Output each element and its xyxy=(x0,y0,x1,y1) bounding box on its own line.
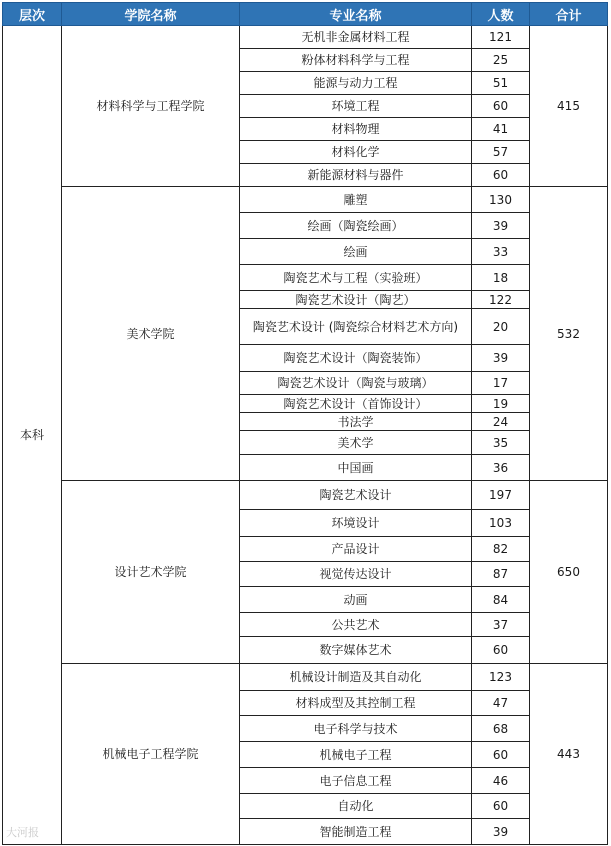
major-name-cell: 雕塑 xyxy=(240,187,472,213)
enrollment-count-cell: 25 xyxy=(472,49,530,72)
header-college: 学院名称 xyxy=(62,3,240,26)
table-row xyxy=(3,481,608,510)
enrollment-count-cell: 51 xyxy=(472,72,530,95)
enrollment-count-cell: 39 xyxy=(472,213,530,239)
table-row xyxy=(3,187,608,213)
college-name-cell: 机械电子工程学院 xyxy=(62,664,240,845)
major-name-cell: 动画 xyxy=(240,587,472,613)
enrollment-count-cell: 87 xyxy=(472,562,530,587)
header-total: 合计 xyxy=(530,3,608,26)
enrollment-count-cell: 24 xyxy=(472,413,530,431)
enrollment-count-cell: 39 xyxy=(472,819,530,845)
enrollment-count-cell: 60 xyxy=(472,742,530,768)
major-name-cell: 视觉传达设计 xyxy=(240,562,472,587)
major-name-cell: 中国画 xyxy=(240,455,472,481)
major-name-cell: 书法学 xyxy=(240,413,472,431)
enrollment-count-cell: 46 xyxy=(472,768,530,794)
enrollment-count-cell: 19 xyxy=(472,395,530,413)
major-name-cell: 美术学 xyxy=(240,431,472,455)
major-name-cell: 机械电子工程 xyxy=(240,742,472,768)
table-header-row xyxy=(3,3,608,26)
watermark: 大河报 xyxy=(6,826,39,839)
major-name-cell: 绘画（陶瓷绘画） xyxy=(240,213,472,239)
major-name-cell: 陶瓷艺术设计（陶艺） xyxy=(240,291,472,309)
major-name-cell: 数字媒体艺术 xyxy=(240,637,472,664)
header-major: 专业名称 xyxy=(240,3,472,26)
major-name-cell: 智能制造工程 xyxy=(240,819,472,845)
table-row xyxy=(3,664,608,691)
major-name-cell: 材料物理 xyxy=(240,118,472,141)
college-total-cell: 532 xyxy=(530,187,608,481)
major-name-cell: 电子信息工程 xyxy=(240,768,472,794)
table-row xyxy=(3,26,608,49)
college-name-cell: 材料科学与工程学院 xyxy=(62,26,240,187)
enrollment-count-cell: 37 xyxy=(472,613,530,637)
major-name-cell: 绘画 xyxy=(240,239,472,265)
enrollment-count-cell: 20 xyxy=(472,309,530,345)
major-name-cell: 材料成型及其控制工程 xyxy=(240,691,472,716)
enrollment-count-cell: 130 xyxy=(472,187,530,213)
enrollment-count-cell: 68 xyxy=(472,716,530,742)
table-body xyxy=(3,26,608,845)
enrollment-count-cell: 35 xyxy=(472,431,530,455)
major-name-cell: 电子科学与技术 xyxy=(240,716,472,742)
major-name-cell: 陶瓷艺术设计 xyxy=(240,481,472,510)
major-name-cell: 公共艺术 xyxy=(240,613,472,637)
enrollment-count-cell: 17 xyxy=(472,372,530,395)
college-total-cell: 415 xyxy=(530,26,608,187)
enrollment-count-cell: 60 xyxy=(472,794,530,819)
major-name-cell: 产品设计 xyxy=(240,537,472,562)
major-name-cell: 能源与动力工程 xyxy=(240,72,472,95)
enrollment-count-cell: 41 xyxy=(472,118,530,141)
enrollment-count-cell: 82 xyxy=(472,537,530,562)
major-name-cell: 陶瓷艺术设计（陶瓷与玻璃） xyxy=(240,372,472,395)
enrollment-count-cell: 36 xyxy=(472,455,530,481)
enrollment-count-cell: 121 xyxy=(472,26,530,49)
enrollment-count-cell: 33 xyxy=(472,239,530,265)
major-name-cell: 粉体材料科学与工程 xyxy=(240,49,472,72)
enrollment-count-cell: 57 xyxy=(472,141,530,164)
enrollment-count-cell: 103 xyxy=(472,510,530,537)
enrollment-count-cell: 47 xyxy=(472,691,530,716)
major-name-cell: 自动化 xyxy=(240,794,472,819)
major-name-cell: 机械设计制造及其自动化 xyxy=(240,664,472,691)
enrollment-count-cell: 60 xyxy=(472,164,530,187)
major-name-cell: 陶瓷艺术设计 (陶瓷综合材料艺术方向) xyxy=(240,309,472,345)
enrollment-count-cell: 18 xyxy=(472,265,530,291)
enrollment-count-cell: 84 xyxy=(472,587,530,613)
major-name-cell: 陶瓷艺术设计（首饰设计） xyxy=(240,395,472,413)
enrollment-count-cell: 197 xyxy=(472,481,530,510)
college-total-cell: 650 xyxy=(530,481,608,664)
level-cell: 本科 xyxy=(3,26,62,845)
enrollment-count-cell: 39 xyxy=(472,345,530,372)
major-name-cell: 无机非金属材料工程 xyxy=(240,26,472,49)
major-name-cell: 陶瓷艺术与工程（实验班） xyxy=(240,265,472,291)
major-name-cell: 环境设计 xyxy=(240,510,472,537)
header-count: 人数 xyxy=(472,3,530,26)
major-name-cell: 环境工程 xyxy=(240,95,472,118)
header-level: 层次 xyxy=(3,3,62,26)
enrollment-count-cell: 123 xyxy=(472,664,530,691)
enrollment-count-cell: 60 xyxy=(472,95,530,118)
enrollment-count-cell: 60 xyxy=(472,637,530,664)
college-name-cell: 美术学院 xyxy=(62,187,240,481)
enrollment-table xyxy=(2,2,608,845)
major-name-cell: 陶瓷艺术设计（陶瓷装饰） xyxy=(240,345,472,372)
major-name-cell: 新能源材料与器件 xyxy=(240,164,472,187)
enrollment-count-cell: 122 xyxy=(472,291,530,309)
college-total-cell: 443 xyxy=(530,664,608,845)
major-name-cell: 材料化学 xyxy=(240,141,472,164)
college-name-cell: 设计艺术学院 xyxy=(62,481,240,664)
